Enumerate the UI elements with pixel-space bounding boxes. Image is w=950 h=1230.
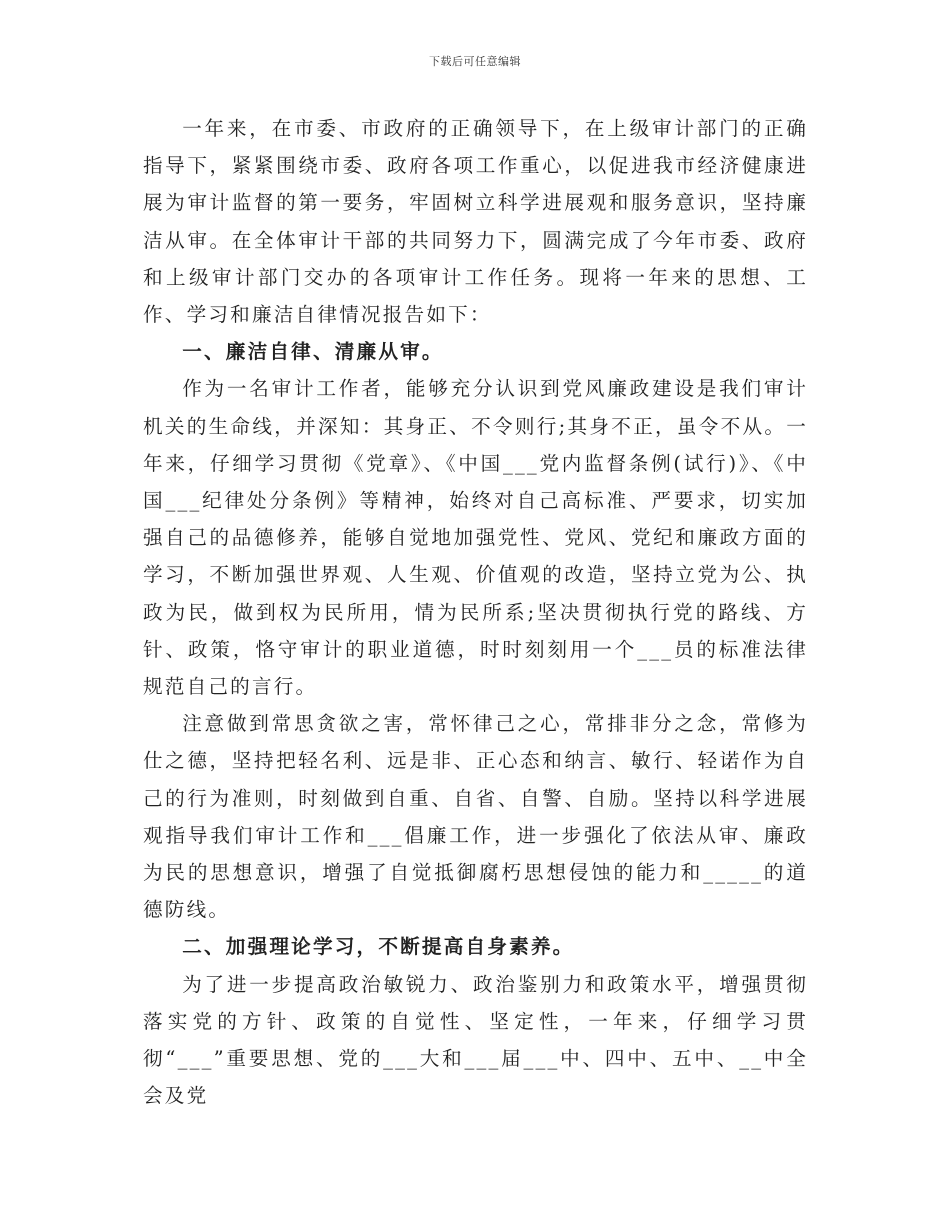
section-heading-2: 二、加强理论学习，不断提高自身素养。 [182,935,575,959]
document-body [143,110,808,1114]
paragraph-section-1-b: 注意做到常思贪欲之害，常怀律己之心，常排非分之念，常修为仕之德，坚持把轻名利、远是非、正心态和纳言、敏行、轻诺作为自己的行为准则，时刻做到自重、自省、自警、自励。坚持以科学进展观指导我们审计工作和___倡廉工作，进一步强化了依法从审、廉政为民的思想意识，增强了自觉抵御腐朽思想侵蚀的能力和_____的道德防线。 [143,712,808,922]
paragraph-intro: 一年来，在市委、市政府的正确领导下，在上级审计部门的正确指导下，紧紧围绕市委、政府各项工作重心，以促进我市经济健康进展为审计监督的第一要务，牢固树立科学进展观和服务意识，坚持廉洁从审。在全体审计干部的共同努力下，圆满完成了今年市委、政府和上级审计部门交办的各项审计工作任务。现将一年来的思想、工作、学习和廉洁自律情况报告如下： [143,117,808,327]
page-header: 下载后可任意编辑 [429,55,521,68]
paragraph-section-2-a: 为了进一步提高政治敏锐力、政治鉴别力和政策水平，增强贯彻落实党的方针、政策的自觉性、坚定性，一年来，仔细学习贯彻“___”重要思想、党的___大和___届___中、四中、五中、__中全会及党 [143,972,808,1108]
paragraph-section-1-a: 作为一名审计工作者，能够充分认识到党风廉政建设是我们审计机关的生命线，并深知：其身正、不令则行;其身不正，虽令不从。一年来，仔细学习贯彻《党章》、《中国___党内监督条例(试行)》、《中国___纪律处分条例》等精神，始终对自己高标准、严要求，切实加强自己的品德修养，能够自觉地加强党性、党风、党纪和廉政方面的学习，不断加强世界观、人生观、价值观的改造，坚持立党为公、执政为民，做到权为民所用，情为民所系;坚决贯彻执行党的路线、方针、政策，恪守审计的职业道德，时时刻刻用一个___员的标准法律规范自己的言行。 [143,377,808,699]
section-heading-1: 一、廉洁自律、清廉从审。 [182,340,444,364]
